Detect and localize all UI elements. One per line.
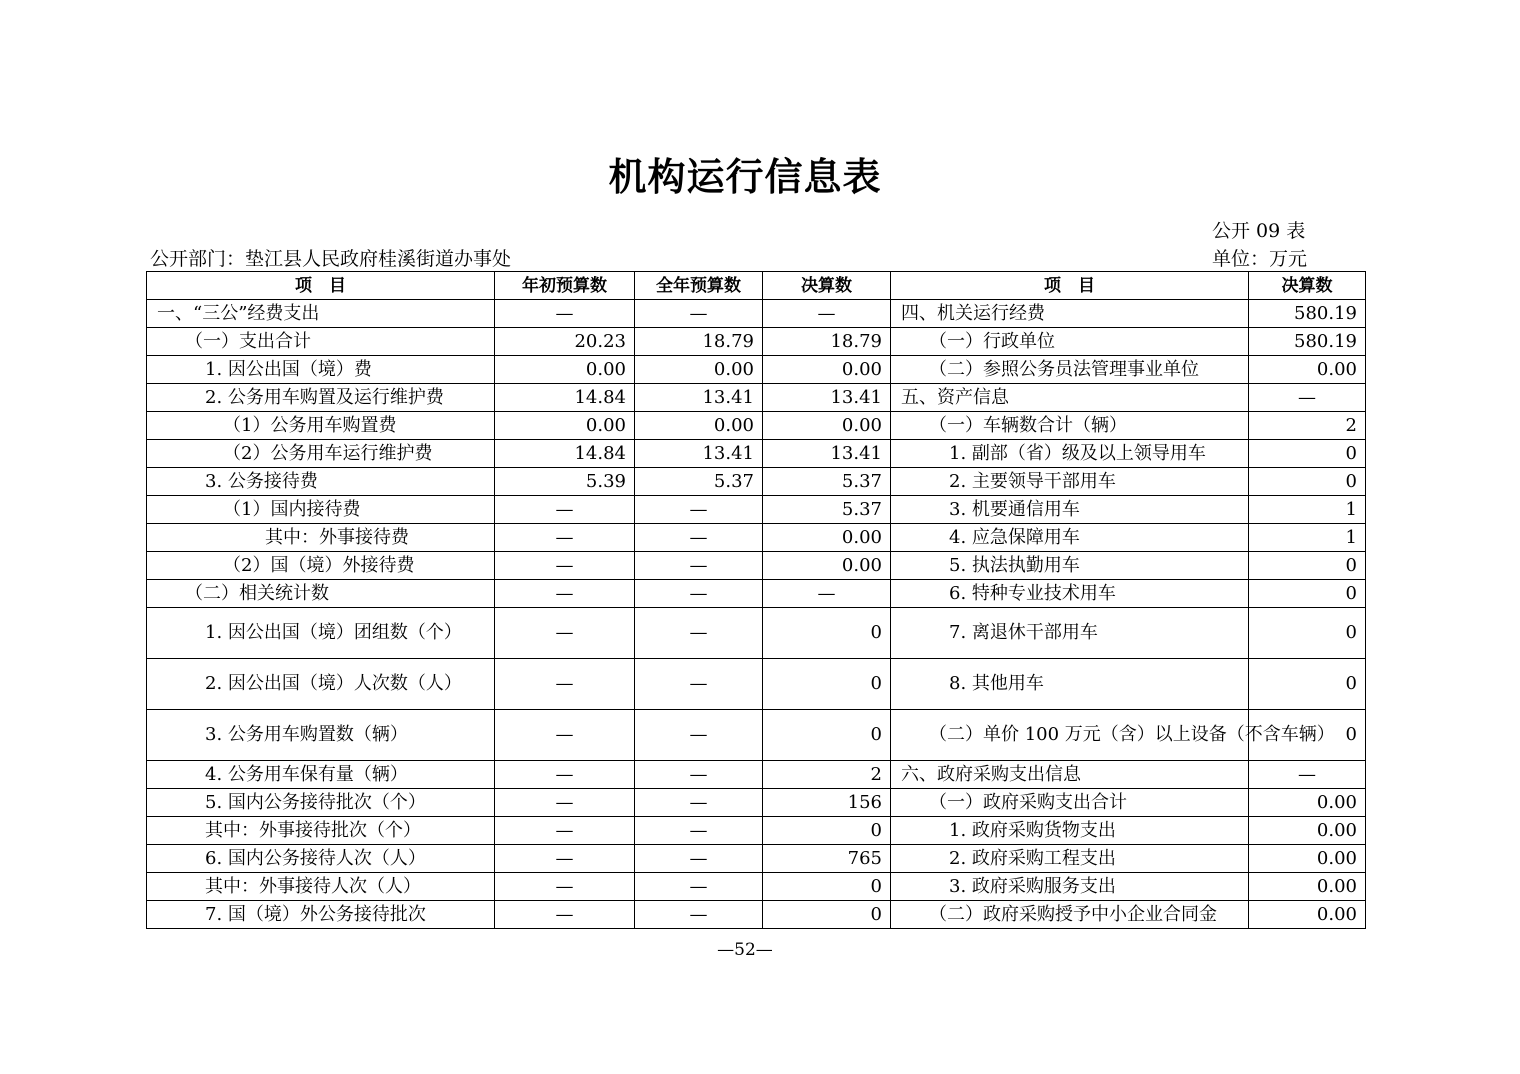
full-year-budget-cell: — xyxy=(635,496,763,524)
table-row xyxy=(147,845,1366,873)
left-item-cell: 2. 公务用车购置及运行维护费 xyxy=(147,384,495,412)
initial-budget-cell: — xyxy=(495,873,635,901)
right-item-cell: 7. 离退休干部用车 xyxy=(891,608,1249,659)
table-row xyxy=(147,817,1366,845)
final-amount-cell: 0 xyxy=(763,873,891,901)
info-table xyxy=(146,271,1366,929)
left-item-cell: （2）国（境）外接待费 xyxy=(147,552,495,580)
right-item-cell: 8. 其他用车 xyxy=(891,659,1249,710)
right-final-amount-cell: 0 xyxy=(1249,440,1366,468)
right-final-amount-cell: 0 xyxy=(1249,710,1366,761)
full-year-budget-cell: 13.41 xyxy=(635,384,763,412)
initial-budget-cell: 0.00 xyxy=(495,356,635,384)
initial-budget-cell: — xyxy=(495,659,635,710)
full-year-budget-cell: — xyxy=(635,873,763,901)
initial-budget-cell: — xyxy=(495,524,635,552)
full-year-budget-cell: 13.41 xyxy=(635,440,763,468)
left-item-cell: 1. 因公出国（境）费 xyxy=(147,356,495,384)
left-item-cell: 其中：外事接待人次（人） xyxy=(147,873,495,901)
left-item-cell: 3. 公务接待费 xyxy=(147,468,495,496)
left-item-cell: （1）国内接待费 xyxy=(147,496,495,524)
right-item-cell: （一）政府采购支出合计 xyxy=(891,789,1249,817)
initial-budget-cell: — xyxy=(495,552,635,580)
initial-budget-cell: — xyxy=(495,580,635,608)
right-final-amount-cell: 1 xyxy=(1249,496,1366,524)
left-item-cell: 1. 因公出国（境）团组数（个） xyxy=(147,608,495,659)
right-final-amount-cell: 0 xyxy=(1249,468,1366,496)
final-amount-cell: 765 xyxy=(763,845,891,873)
final-amount-cell: 0 xyxy=(763,817,891,845)
left-item-cell: （1）公务用车购置费 xyxy=(147,412,495,440)
table-header-row xyxy=(147,272,1366,300)
initial-budget-cell: 0.00 xyxy=(495,412,635,440)
final-amount-cell: 0.00 xyxy=(763,356,891,384)
right-item-cell: 五、资产信息 xyxy=(891,384,1249,412)
final-amount-cell: 13.41 xyxy=(763,440,891,468)
right-item-cell: 5. 执法执勤用车 xyxy=(891,552,1249,580)
table-row xyxy=(147,440,1366,468)
right-final-amount-cell: — xyxy=(1249,384,1366,412)
table-row xyxy=(147,789,1366,817)
full-year-budget-cell: — xyxy=(635,552,763,580)
right-item-cell: 6. 特种专业技术用车 xyxy=(891,580,1249,608)
initial-budget-cell: — xyxy=(495,608,635,659)
page-title: 机构运行信息表 xyxy=(608,155,882,199)
right-final-amount-cell: 2 xyxy=(1249,412,1366,440)
left-item-cell: 其中：外事接待费 xyxy=(147,524,495,552)
full-year-budget-cell: — xyxy=(635,901,763,929)
table-row xyxy=(147,300,1366,328)
left-item-cell: 4. 公务用车保有量（辆） xyxy=(147,761,495,789)
left-item-cell: 5. 国内公务接待批次（个） xyxy=(147,789,495,817)
final-amount-cell: 5.37 xyxy=(763,496,891,524)
table-row xyxy=(147,552,1366,580)
right-final-amount-cell: 580.19 xyxy=(1249,300,1366,328)
right-item-cell: 4. 应急保障用车 xyxy=(891,524,1249,552)
header-full-year-budget: 全年预算数 xyxy=(635,272,763,300)
right-item-cell: 3. 机要通信用车 xyxy=(891,496,1249,524)
right-item-cell: 2. 主要领导干部用车 xyxy=(891,468,1249,496)
right-final-amount-cell: 0 xyxy=(1249,608,1366,659)
final-amount-cell: 5.37 xyxy=(763,468,891,496)
full-year-budget-cell: — xyxy=(635,608,763,659)
table-row xyxy=(147,496,1366,524)
initial-budget-cell: — xyxy=(495,300,635,328)
right-item-cell: 2. 政府采购工程支出 xyxy=(891,845,1249,873)
final-amount-cell: 0 xyxy=(763,608,891,659)
table-row xyxy=(147,873,1366,901)
right-final-amount-cell: 0 xyxy=(1249,659,1366,710)
form-number: 公开 09 表 xyxy=(1212,220,1306,242)
right-final-amount-cell: 0.00 xyxy=(1249,356,1366,384)
table-row xyxy=(147,608,1366,659)
initial-budget-cell: — xyxy=(495,789,635,817)
full-year-budget-cell: — xyxy=(635,580,763,608)
left-item-cell: 6. 国内公务接待人次（人） xyxy=(147,845,495,873)
final-amount-cell: 0 xyxy=(763,659,891,710)
right-item-cell: 四、机关运行经费 xyxy=(891,300,1249,328)
right-final-amount-cell: 0.00 xyxy=(1249,873,1366,901)
final-amount-cell: 13.41 xyxy=(763,384,891,412)
full-year-budget-cell: — xyxy=(635,710,763,761)
initial-budget-cell: 20.23 xyxy=(495,328,635,356)
table-row xyxy=(147,468,1366,496)
full-year-budget-cell: 5.37 xyxy=(635,468,763,496)
table-row xyxy=(147,356,1366,384)
initial-budget-cell: — xyxy=(495,901,635,929)
table-row xyxy=(147,710,1366,761)
final-amount-cell: 18.79 xyxy=(763,328,891,356)
full-year-budget-cell: — xyxy=(635,817,763,845)
right-final-amount-cell: 0.00 xyxy=(1249,789,1366,817)
final-amount-cell: 0.00 xyxy=(763,524,891,552)
right-item-cell: （二）参照公务员法管理事业单位 xyxy=(891,356,1249,384)
header-item-left: 项 目 xyxy=(147,272,495,300)
table-row xyxy=(147,524,1366,552)
final-amount-cell: — xyxy=(763,300,891,328)
right-item-cell: （二）政府采购授予中小企业合同金 xyxy=(891,901,1249,929)
table-row xyxy=(147,761,1366,789)
right-final-amount-cell: — xyxy=(1249,761,1366,789)
left-item-cell: 2. 因公出国（境）人次数（人） xyxy=(147,659,495,710)
initial-budget-cell: — xyxy=(495,496,635,524)
initial-budget-cell: — xyxy=(495,710,635,761)
left-item-cell: 一、“三公”经费支出 xyxy=(147,300,495,328)
full-year-budget-cell: — xyxy=(635,300,763,328)
right-final-amount-cell: 0 xyxy=(1249,580,1366,608)
initial-budget-cell: — xyxy=(495,761,635,789)
full-year-budget-cell: — xyxy=(635,524,763,552)
right-final-amount-cell: 0 xyxy=(1249,552,1366,580)
left-item-cell: 其中：外事接待批次（个） xyxy=(147,817,495,845)
final-amount-cell: 0 xyxy=(763,710,891,761)
table-row xyxy=(147,659,1366,710)
header-final-left: 决算数 xyxy=(763,272,891,300)
unit-label: 单位：万元 xyxy=(1212,248,1308,270)
right-item-cell: （二）单价 100 万元（含）以上设备（不含车辆） xyxy=(891,710,1249,761)
right-item-cell: （一）行政单位 xyxy=(891,328,1249,356)
table-row xyxy=(147,901,1366,929)
page-number: —52— xyxy=(717,940,773,960)
full-year-budget-cell: — xyxy=(635,659,763,710)
initial-budget-cell: 14.84 xyxy=(495,440,635,468)
final-amount-cell: — xyxy=(763,580,891,608)
header-final-right: 决算数 xyxy=(1249,272,1366,300)
full-year-budget-cell: 0.00 xyxy=(635,356,763,384)
right-final-amount-cell: 1 xyxy=(1249,524,1366,552)
right-final-amount-cell: 0.00 xyxy=(1249,901,1366,929)
left-item-cell: （二）相关统计数 xyxy=(147,580,495,608)
right-item-cell: 六、政府采购支出信息 xyxy=(891,761,1249,789)
initial-budget-cell: — xyxy=(495,817,635,845)
right-item-cell: 1. 政府采购货物支出 xyxy=(891,817,1249,845)
initial-budget-cell: 14.84 xyxy=(495,384,635,412)
final-amount-cell: 156 xyxy=(763,789,891,817)
right-final-amount-cell: 580.19 xyxy=(1249,328,1366,356)
right-item-cell: 1. 副部（省）级及以上领导用车 xyxy=(891,440,1249,468)
left-item-cell: 3. 公务用车购置数（辆） xyxy=(147,710,495,761)
initial-budget-cell: — xyxy=(495,845,635,873)
header-initial-budget: 年初预算数 xyxy=(495,272,635,300)
right-final-amount-cell: 0.00 xyxy=(1249,817,1366,845)
final-amount-cell: 0 xyxy=(763,901,891,929)
table-row xyxy=(147,384,1366,412)
full-year-budget-cell: — xyxy=(635,789,763,817)
final-amount-cell: 0.00 xyxy=(763,412,891,440)
table-row xyxy=(147,328,1366,356)
table-row xyxy=(147,412,1366,440)
department-label: 公开部门：垫江县人民政府桂溪街道办事处 xyxy=(150,248,512,270)
left-item-cell: 7. 国（境）外公务接待批次 xyxy=(147,901,495,929)
final-amount-cell: 0.00 xyxy=(763,552,891,580)
final-amount-cell: 2 xyxy=(763,761,891,789)
right-final-amount-cell: 0.00 xyxy=(1249,845,1366,873)
right-item-cell: （一）车辆数合计（辆） xyxy=(891,412,1249,440)
left-item-cell: （2）公务用车运行维护费 xyxy=(147,440,495,468)
full-year-budget-cell: — xyxy=(635,845,763,873)
initial-budget-cell: 5.39 xyxy=(495,468,635,496)
left-item-cell: （一）支出合计 xyxy=(147,328,495,356)
full-year-budget-cell: 18.79 xyxy=(635,328,763,356)
table-row xyxy=(147,580,1366,608)
header-item-right: 项 目 xyxy=(891,272,1249,300)
full-year-budget-cell: — xyxy=(635,761,763,789)
right-item-cell: 3. 政府采购服务支出 xyxy=(891,873,1249,901)
full-year-budget-cell: 0.00 xyxy=(635,412,763,440)
